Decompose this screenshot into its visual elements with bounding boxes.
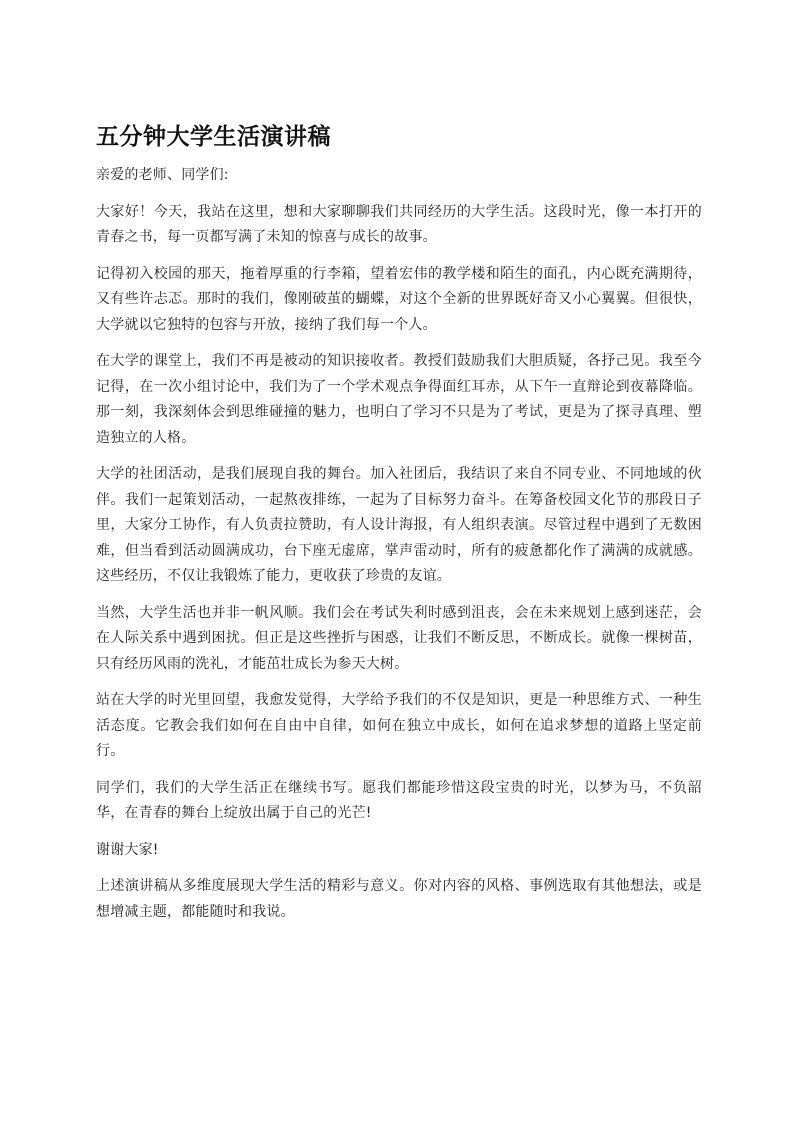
paragraph-closing: 同学们，我们的大学生活正在继续书写。愿我们都能珍惜这段宝贵的时光，以梦为马，不负韶华，在青春的舞台上绽放出属于自己的光芒! bbox=[96, 779, 702, 821]
paragraph-salutation: 亲爱的老师、同学们: bbox=[96, 167, 229, 183]
paragraph-greeting: 大家好！今天，我站在这里，想和大家聊聊我们共同经历的大学生活。这段时光，像一本打开的青春之书，每一页都写满了未知的惊喜与成长的故事。 bbox=[96, 203, 702, 245]
paragraph-thanks: 谢谢大家! bbox=[96, 841, 159, 858]
paragraph-classroom: 在大学的课堂上，我们不再是被动的知识接收者。教授们鼓励我们大胆质疑，各抒己见。我至今记得，在一次小组讨论中，我们为了一个学术观点争得面红耳赤，从下午一直辩论到夜幕降临。那一刻，我深刻体会到思维碰撞的魅力，也明白了学习不只是为了考试，更是为了探寻真理、塑造独立的人格。 bbox=[96, 353, 702, 446]
document-title: 五分钟大学生活演讲稿 bbox=[96, 124, 331, 150]
paragraph-clubs: 大学的社团活动，是我们展现自我的舞台。加入社团后，我结识了来自不同专业、不同地域的伙伴。我们一起策划活动，一起熬夜排练，一起为了目标努力奋斗。在筹备校园文化节的那段日子里，大家分工协作，有人负责拉赞助，有人设计海报，有人组织表演。尽管过程中遇到了无数困难，但当看到活动圆满成功，台下座无虚席，掌声雷动时，所有的疲惫都化作了满满的成就感。这些经历，不仅让我锻炼了能力，更收获了珍贵的友谊。 bbox=[96, 466, 702, 584]
paragraph-setbacks: 当然，大学生活也并非一帆风顺。我们会在考试失利时感到沮丧，会在未来规划上感到迷茫，会在人际关系中遇到困扰。但正是这些挫折与困惑，让我们不断反思，不断成长。就像一棵树苗，只有经历风雨的洗礼，才能茁壮成长为参天大树。 bbox=[96, 604, 702, 672]
document-body bbox=[96, 118, 702, 925]
paragraph-first-day: 记得初入校园的那天，拖着厚重的行李箱，望着宏伟的教学楼和陌生的面孔，内心既充满期待，又有些许忐忑。那时的我们，像刚破茧的蝴蝶，对这个全新的世界既好奇又小心翼翼。但很快，大学就以它独特的包容与开放，接纳了我们每一个人。 bbox=[96, 265, 702, 333]
paragraph-reflection: 站在大学的时光里回望，我愈发觉得，大学给予我们的不仅是知识，更是一种思维方式、一种生活态度。它教会我们如何在自由中自律，如何在独立中成长，如何在追求梦想的道路上坚定前行。 bbox=[96, 692, 702, 759]
paragraph-note: 上述演讲稿从多维度展现大学生活的精彩与意义。你对内容的风格、事例选取有其他想法，或是想增减主题，都能随时和我说。 bbox=[96, 878, 702, 920]
